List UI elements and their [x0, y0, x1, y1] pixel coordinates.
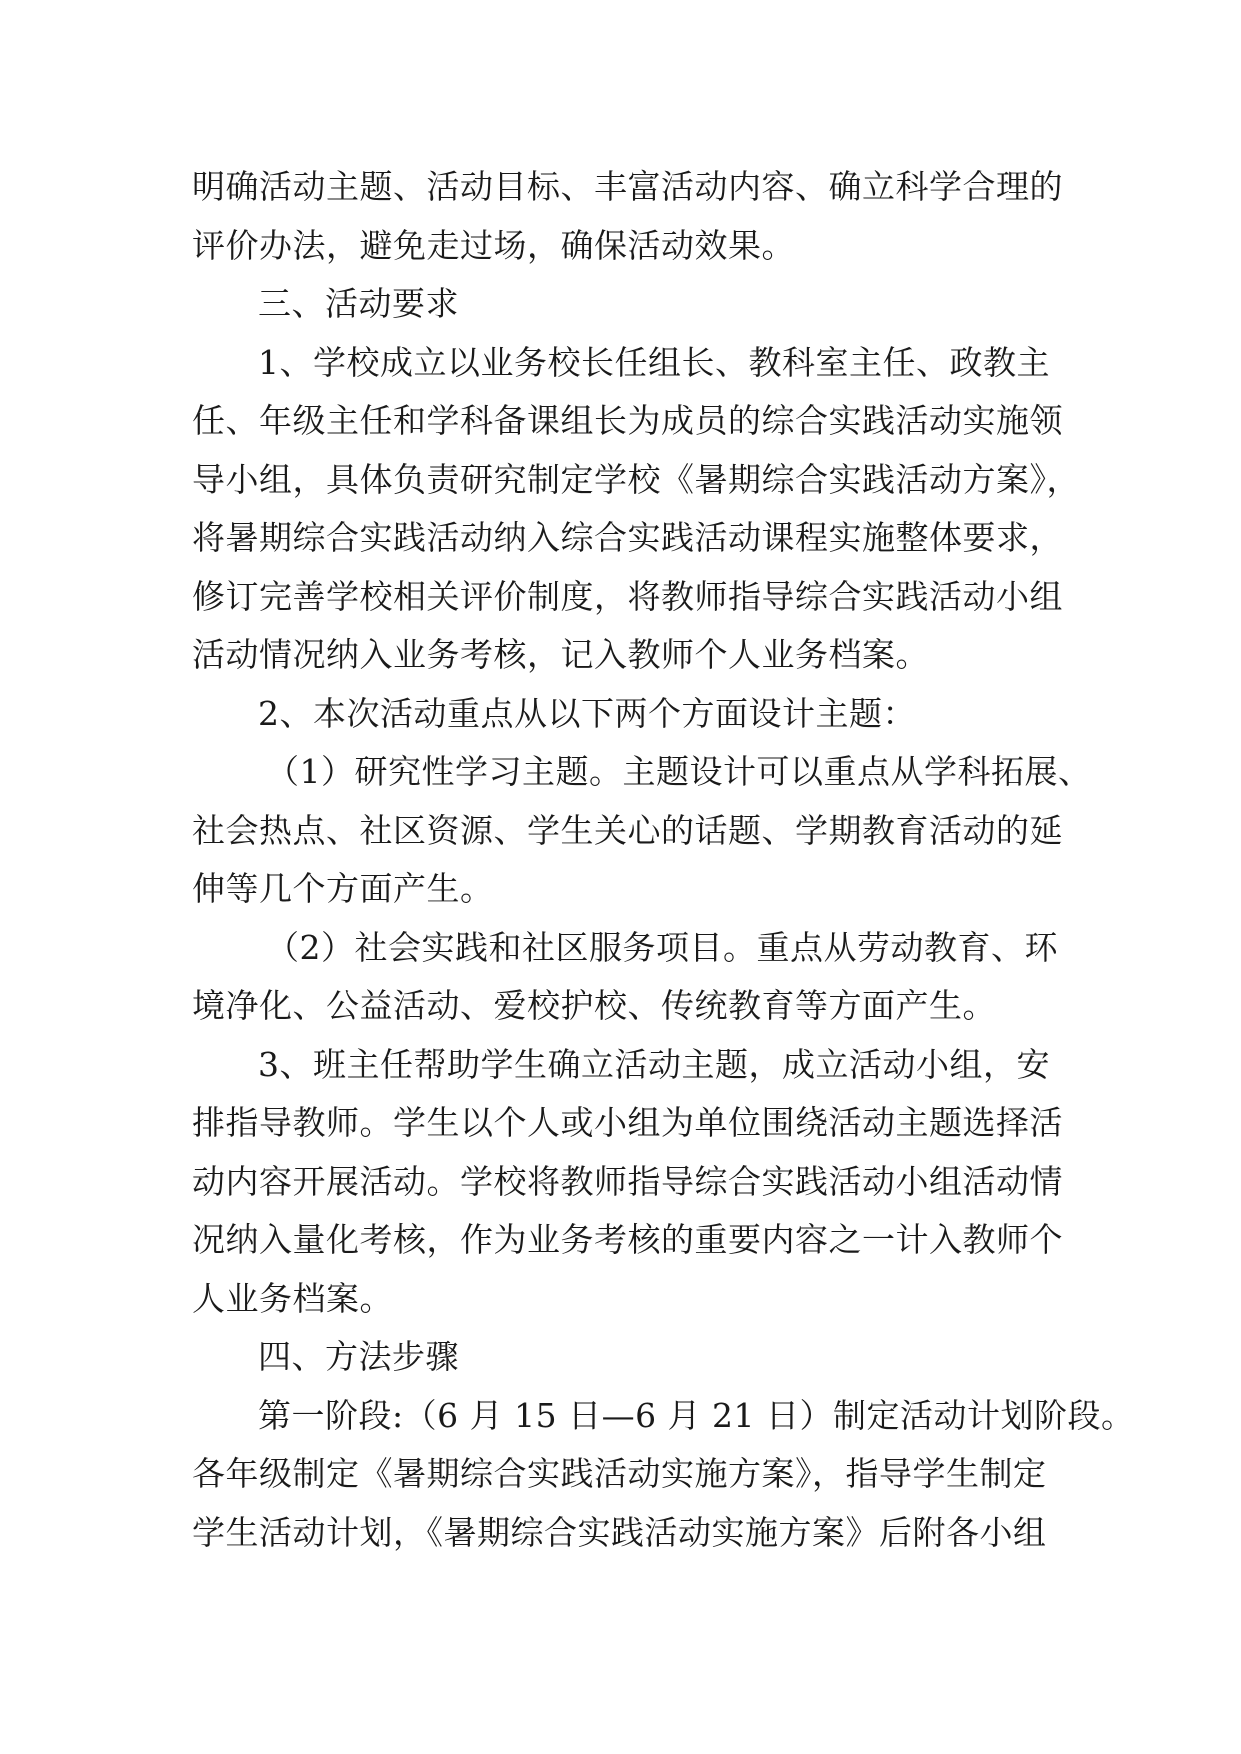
text-line: 学生活动计划，《暑期综合实践活动实施方案》后附各小组	[192, 1512, 1047, 1552]
text-line: （1）研究性学习主题。主题设计可以重点从学科拓展、	[266, 752, 1092, 791]
text-line: 活动情况纳入业务考核，记入教师个人业务档案。	[192, 635, 929, 674]
text-line: 动内容开展活动。学校将教师指导综合实践活动小组活动情	[192, 1161, 1063, 1201]
section-heading: 三、活动要求	[258, 284, 459, 323]
document-body	[192, 158, 1135, 1562]
text-line: 3、班主任帮助学生确立活动主题，成立活动小组，安	[258, 1044, 1050, 1084]
text-line: 1、学校成立以业务校长任组长、教科室主任、政教主	[258, 342, 1050, 382]
text-line: 伸等几个方面产生。	[192, 869, 494, 908]
text-line: 导小组，具体负责研究制定学校《暑期综合实践活动方案》，	[192, 459, 1080, 499]
text-line: 各年级制定《暑期综合实践活动实施方案》，指导学生制定	[192, 1454, 1047, 1493]
text-line: 社会热点、社区资源、学生关心的话题、学期教育活动的延	[192, 810, 1063, 850]
text-line: 将暑期综合实践活动纳入综合实践活动课程实施整体要求，	[192, 518, 1063, 557]
text-line: 况纳入量化考核，作为业务考核的重要内容之一计入教师个	[192, 1220, 1063, 1259]
text-line: 评价办法，避免走过场，确保活动效果。	[192, 225, 795, 265]
text-line: 境净化、公益活动、爱校护校、传统教育等方面产生。	[192, 986, 996, 1025]
section-heading: 四、方法步骤	[258, 1337, 459, 1376]
text-line: 修订完善学校相关评价制度，将教师指导综合实践活动小组	[192, 576, 1063, 616]
text-line: （2）社会实践和社区服务项目。重点从劳动教育、环	[266, 927, 1058, 967]
text-line: 任、年级主任和学科备课组长为成员的综合实践活动实施领	[192, 401, 1063, 440]
text-line: 人业务档案。	[192, 1278, 393, 1318]
text-line: 明确活动主题、活动目标、丰富活动内容、确立科学合理的	[192, 167, 1063, 206]
text-line: 排指导教师。学生以个人或小组为单位围绕活动主题选择活	[192, 1103, 1063, 1142]
text-line: 第一阶段:（6 月 15 日—6 月 21 日）制定活动计划阶段。	[258, 1395, 1135, 1435]
text-line: 2、本次活动重点从以下两个方面设计主题：	[258, 693, 916, 733]
